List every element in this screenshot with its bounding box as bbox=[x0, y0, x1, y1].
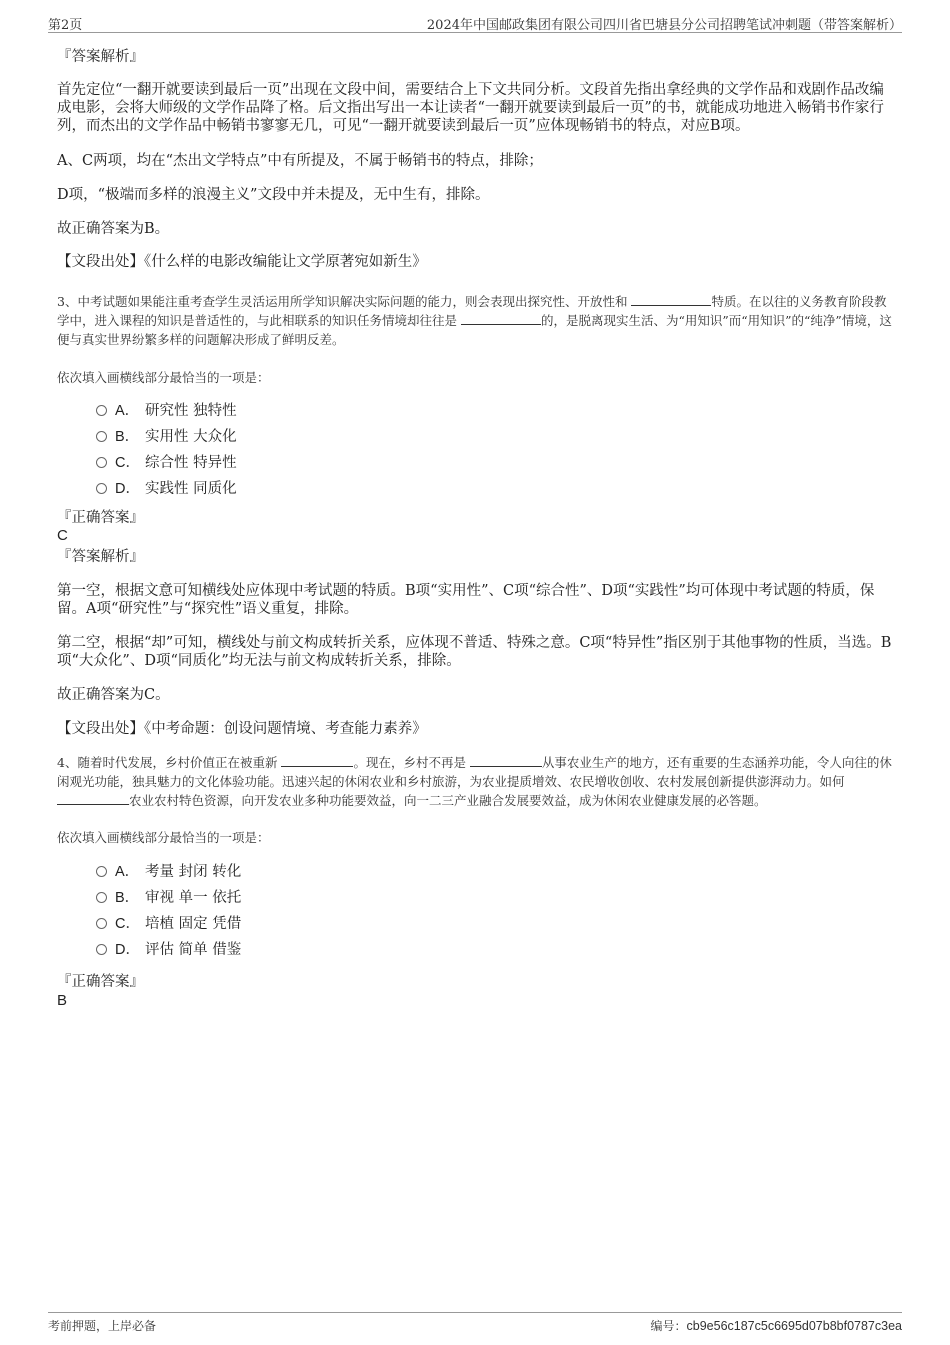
fill-blank bbox=[281, 754, 353, 767]
analysis-conclusion: 故正确答案为B。 bbox=[57, 221, 170, 237]
correct-answer: C bbox=[57, 527, 68, 544]
option-b[interactable]: B． 审视 单一 依托 bbox=[96, 888, 241, 908]
option-b[interactable]: B． 实用性 大众化 bbox=[96, 427, 237, 447]
document-title: 2024年中国邮政集团有限公司四川省巴塘县分公司招聘笔试冲刺题（带答案解析） bbox=[426, 18, 902, 33]
option-d[interactable]: D． 评估 简单 借鉴 bbox=[96, 940, 241, 960]
footer-slogan: 考前押题，上岸必备 bbox=[48, 1319, 157, 1333]
radio-button[interactable] bbox=[96, 483, 107, 494]
analysis-title: 『答案解析』 bbox=[57, 549, 144, 565]
page-footer bbox=[48, 1312, 902, 1335]
analysis-paragraph: 首先定位“一翻开就要读到最后一页”出现在文段中间，需要结合上下文共同分析。文段首先指出拿经典的文学作品和戏剧作品改编成电影，会将大师级的文学作品降了格。后文指出写出一本让读者“一翻开就要读到最后一页”的书，就能成功地进入畅销书作家行列，而杰出的文学作品中畅销书寥寥无几，可见“一翻开就要读到最后一页”应体现畅销书的特点，对应B项。 bbox=[57, 82, 884, 134]
radio-button[interactable] bbox=[96, 431, 107, 442]
analysis-title: 『答案解析』 bbox=[57, 49, 144, 65]
analysis-conclusion: 故正确答案为C。 bbox=[57, 687, 170, 703]
correct-answer-title: 『正确答案』 bbox=[57, 510, 144, 526]
option-c[interactable]: C． 培植 固定 凭借 bbox=[96, 914, 241, 934]
page-header bbox=[48, 12, 902, 33]
passage-source: 【文段出处】《什么样的电影改编能让文学原著宛如新生》 bbox=[57, 254, 427, 270]
document-code: 编号：cb9e56c187c5c6695d07b8bf0787c3ea bbox=[650, 1319, 902, 1333]
question-3-stem: 3、中考试题如果能注重考查学生灵活运用所学知识解决实际问题的能力，则会表现出探究性、开放性和 特质。在以往的义务教育阶段教学中，进入课程的知识是普适性的，与此相联系的知识任务情境却往往是 的，是脱离现实生活、为“用知识”而“用知识”的“纯净”情境，这便与真实世界纷繁多样的问题解决形成了鲜明反差。 bbox=[57, 294, 892, 347]
radio-button[interactable] bbox=[96, 918, 107, 929]
fill-blank bbox=[470, 754, 542, 767]
passage-source: 【文段出处】《中考命题：创设问题情境、考查能力素养》 bbox=[57, 721, 427, 737]
question-3-prompt: 依次填入画横线部分最恰当的一项是： bbox=[57, 370, 270, 385]
option-c[interactable]: C． 综合性 特异性 bbox=[96, 453, 237, 473]
analysis-paragraph: D项，“极端而多样的浪漫主义”文段中并未提及，无中生有，排除。 bbox=[57, 187, 490, 203]
radio-button[interactable] bbox=[96, 944, 107, 955]
analysis-paragraph: 第二空，根据“却”可知，横线处与前文构成转折关系，应体现不普适、特殊之意。C项“特异性”指区别于其他事物的性质，当选。B项“大众化”、D项“同质化”均无法与前文构成转折关系，排除。 bbox=[57, 635, 892, 669]
question-4-stem: 4、随着时代发展，乡村价值正在被重新 。现在，乡村不再是 从事农业生产的地方，还有重要的生态涵养功能，令人向往的休闲观光功能，独具魅力的文化体验功能。迅速兴起的休闲农业和乡村旅游，为农业提质增效、农民增收创收、农村发展创新提供澎湃动力。如何 农业农村特色资源，向开发农业多种功能要效益，向一二三产业融合发展要效益，成为休闲农业健康发展的必答题。 bbox=[57, 755, 892, 808]
fill-blank bbox=[461, 312, 541, 325]
fill-blank bbox=[57, 792, 129, 805]
correct-answer: B bbox=[57, 992, 68, 1009]
analysis-paragraph: 第一空，根据文意可知横线处应体现中考试题的特质。B项“实用性”、C项“综合性”、D项“实践性”均可体现中考试题的特质，保留。A项“研究性”与“探究性”语义重复，排除。 bbox=[57, 583, 875, 617]
option-a[interactable]: A． 研究性 独特性 bbox=[96, 401, 237, 421]
radio-button[interactable] bbox=[96, 457, 107, 468]
fill-blank bbox=[631, 293, 711, 306]
correct-answer-title: 『正确答案』 bbox=[57, 974, 144, 990]
analysis-paragraph: A、C两项，均在“杰出文学特点”中有所提及，不属于畅销书的特点，排除； bbox=[57, 153, 543, 169]
radio-button[interactable] bbox=[96, 892, 107, 903]
page-number: 第2页 bbox=[48, 18, 83, 33]
radio-button[interactable] bbox=[96, 866, 107, 877]
option-d[interactable]: D． 实践性 同质化 bbox=[96, 479, 237, 499]
radio-button[interactable] bbox=[96, 405, 107, 416]
option-a[interactable]: A． 考量 封闭 转化 bbox=[96, 862, 241, 882]
question-4-prompt: 依次填入画横线部分最恰当的一项是： bbox=[57, 830, 270, 845]
